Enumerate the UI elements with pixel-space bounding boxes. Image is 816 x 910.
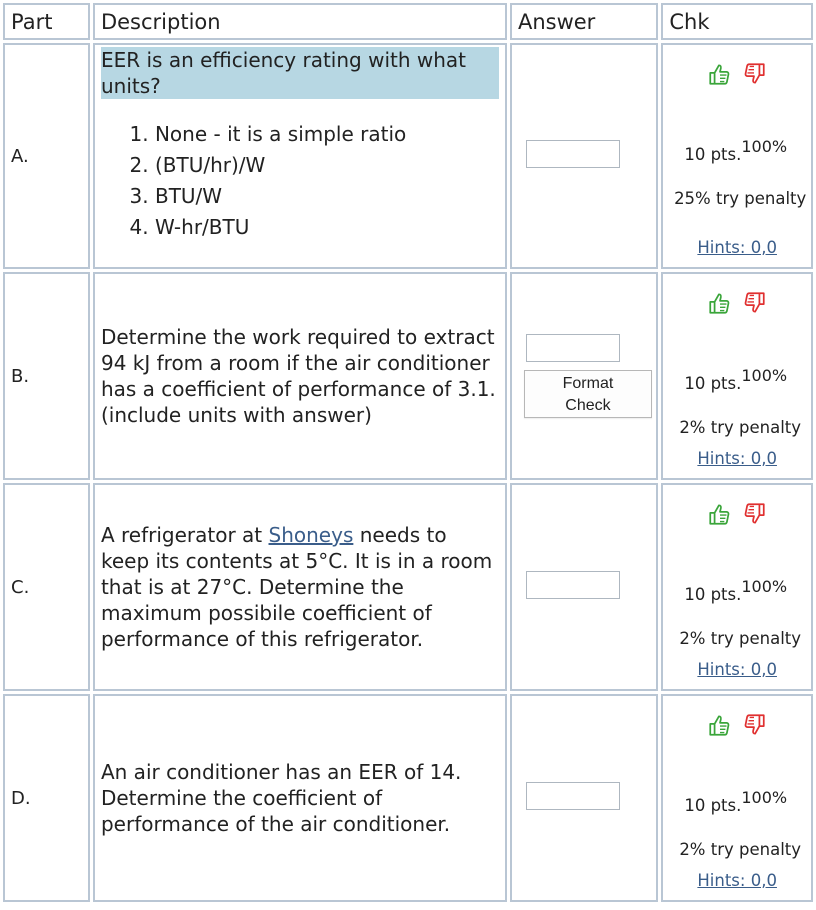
question-note: (include units with answer): [100, 403, 372, 427]
feedback-icons: [663, 501, 811, 527]
option-item: 3. BTU/W: [155, 181, 499, 212]
question-row-a: [3, 43, 813, 269]
hints-link[interactable]: Hints: 0,0: [697, 871, 777, 890]
format-check-label: Format: [562, 375, 614, 392]
part-label: D.: [3, 694, 90, 902]
feedback-icons: [663, 61, 811, 87]
answer-cell: [510, 694, 658, 902]
part-label: B.: [3, 272, 90, 480]
option-item: 1. None - it is a simple ratio: [155, 119, 499, 150]
points-value: 10 pts.: [684, 145, 742, 164]
question-description: [93, 483, 507, 691]
option-item: 4. W-hr/BTU: [155, 212, 499, 243]
try-penalty: 2% try penalty: [679, 629, 802, 648]
option-item: 2. (BTU/hr)/W: [155, 150, 499, 181]
feedback-icons: [663, 290, 811, 316]
thumbs-up-icon: [707, 290, 733, 316]
check-cell: [661, 272, 813, 480]
percent-value: 100%: [741, 788, 788, 807]
header-chk: Chk: [661, 3, 813, 40]
thumbs-up-icon: [707, 712, 733, 738]
question-description: [93, 272, 507, 480]
thumbs-down-icon: [741, 290, 767, 316]
percent-value: 100%: [741, 577, 788, 596]
header-part: Part: [3, 3, 90, 40]
feedback-icons: [663, 712, 811, 738]
question-text: needs to keep its contents at 5°C. It is in a room that is at 27°C. Determine the maximum possibile coefficient of performance of this refrigerator.: [100, 523, 493, 651]
question-row-b: [3, 272, 813, 480]
question-text: Determine the work required to extract 94 kJ from a room if the air conditioner has a coefficient of performance of 3.1.: [100, 325, 496, 401]
answer-cell: [510, 272, 658, 480]
answer-input[interactable]: [526, 334, 620, 362]
answer-cell: [510, 43, 658, 269]
question-description: [93, 43, 507, 269]
points: [684, 137, 787, 164]
shoneys-link[interactable]: Shoneys: [268, 523, 354, 547]
question-text: A refrigerator at: [100, 523, 269, 547]
question-description: [93, 694, 507, 902]
try-penalty: 2% try penalty: [679, 840, 802, 859]
answer-input[interactable]: [526, 571, 620, 599]
percent-value: 100%: [741, 366, 788, 385]
check-cell: [661, 43, 813, 269]
answer-cell: [510, 483, 658, 691]
try-penalty: 25% try penalty: [674, 189, 807, 208]
thumbs-up-icon: [707, 501, 733, 527]
points: [684, 577, 787, 604]
format-check-button[interactable]: [524, 370, 652, 418]
points-value: 10 pts.: [684, 374, 742, 393]
answer-input[interactable]: [526, 782, 620, 810]
header-answer: Answer: [510, 3, 658, 40]
question-text: EER is an efficiency rating with what units?: [101, 47, 499, 99]
answer-input[interactable]: [526, 140, 620, 168]
question-row-d: [3, 694, 813, 902]
check-cell: [661, 694, 813, 902]
try-penalty: 2% try penalty: [679, 418, 802, 437]
question-text: An air conditioner has an EER of 14. Determine the coefficient of performance of the air conditioner.: [100, 760, 462, 836]
points-value: 10 pts.: [684, 796, 742, 815]
points-value: 10 pts.: [684, 585, 742, 604]
hints-link[interactable]: Hints: 0,0: [697, 449, 777, 468]
thumbs-down-icon: [741, 501, 767, 527]
points: [684, 366, 787, 393]
part-label: C.: [3, 483, 90, 691]
thumbs-down-icon: [741, 712, 767, 738]
header-description: Description: [93, 3, 507, 40]
hints-link[interactable]: Hints: 0,0: [697, 238, 777, 257]
question-row-c: [3, 483, 813, 691]
options-list: [101, 119, 499, 243]
header-row: [3, 3, 813, 40]
check-cell: [661, 483, 813, 691]
part-label: A.: [3, 43, 90, 269]
points: [684, 788, 787, 815]
hints-link[interactable]: Hints: 0,0: [697, 660, 777, 679]
percent-value: 100%: [741, 137, 788, 156]
format-check-label: Check: [565, 397, 611, 414]
thumbs-down-icon: [741, 61, 767, 87]
thumbs-up-icon: [707, 61, 733, 87]
